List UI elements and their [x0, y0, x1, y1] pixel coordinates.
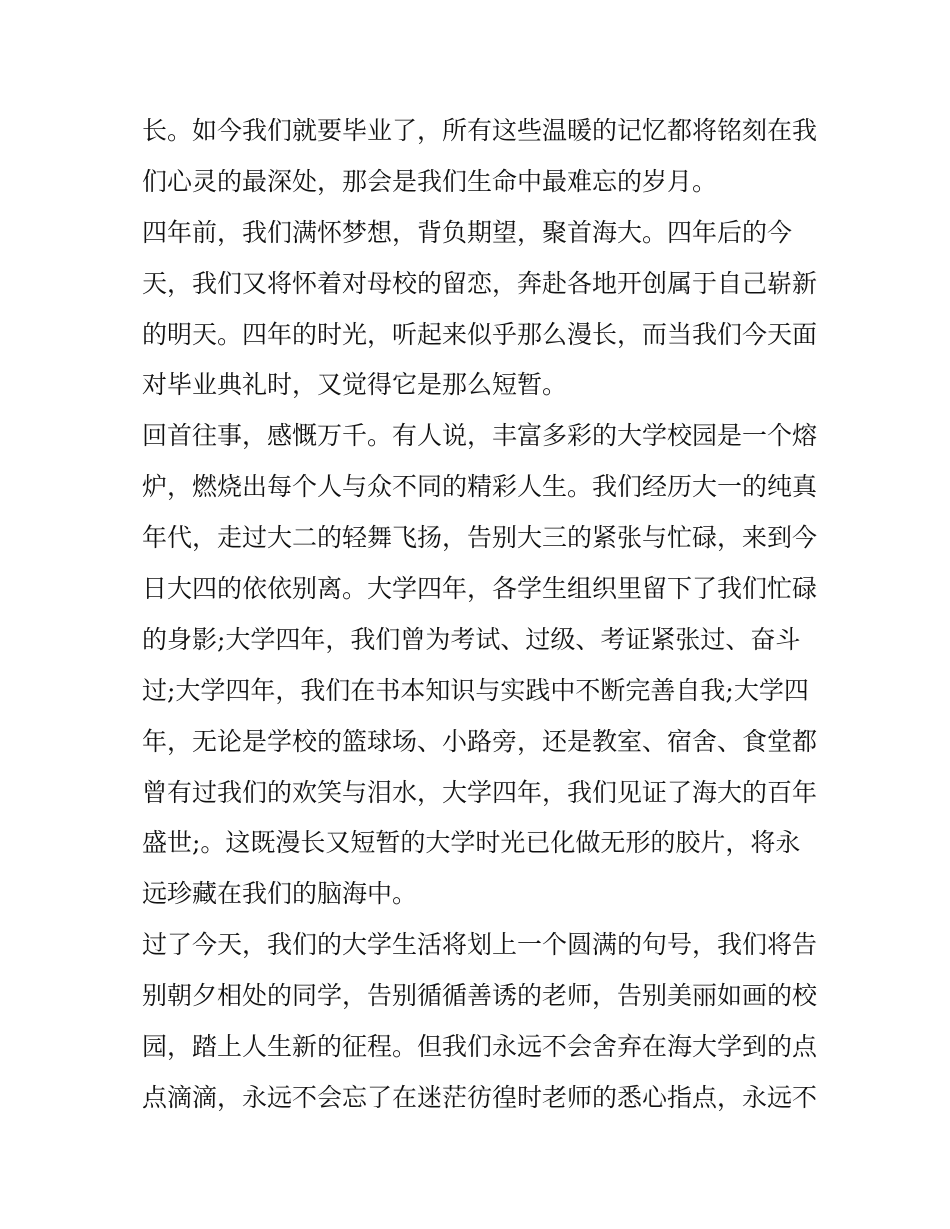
- text-line: 的明天。四年的时光，听起来似乎那么漫长，而当我们今天面: [142, 319, 818, 349]
- text-line: 回首往事，感慨万千。有人说，丰富多彩的大学校园是一个熔: [142, 421, 818, 451]
- text-line: 过了今天，我们的大学生活将划上一个圆满的句号，我们将告: [142, 930, 818, 960]
- text-line: 天，我们又将怀着对母校的留恋，奔赴各地开创属于自己崭新: [142, 268, 818, 298]
- text-line: 年代，走过大二的轻舞飞扬，告别大三的紧张与忙碌，来到今: [142, 523, 818, 553]
- text-line: 曾有过我们的欢笑与泪水，大学四年，我们见证了海大的百年: [142, 777, 818, 807]
- text-line: 年，无论是学校的篮球场、小路旁，还是教室、宿舍、食堂都: [142, 726, 818, 756]
- text-line: 的身影;大学四年，我们曾为考试、过级、考证紧张过、奋斗: [142, 624, 801, 654]
- text-line: 四年前，我们满怀梦想，背负期望，聚首海大。四年后的今: [142, 217, 793, 247]
- text-line: 园，踏上人生新的征程。但我们永远不会舍弃在海大学到的点: [142, 1032, 818, 1062]
- text-line: 炉，燃烧出每个人与众不同的精彩人生。我们经历大一的纯真: [142, 472, 818, 502]
- text-line: 日大四的依依别离。大学四年，各学生组织里留下了我们忙碌: [142, 574, 818, 604]
- text-line: 别朝夕相处的同学，告别循循善诱的老师，告别美丽如画的校: [142, 981, 818, 1011]
- text-line: 远珍藏在我们的脑海中。: [142, 879, 418, 909]
- text-line: 盛世;。这既漫长又短暂的大学时光已化做无形的胶片，将永: [142, 828, 801, 858]
- document-body: [142, 106, 822, 1124]
- text-line: 们心灵的最深处，那会是我们生命中最难忘的岁月。: [142, 166, 718, 196]
- text-line: 长。如今我们就要毕业了，所有这些温暖的记忆都将铭刻在我: [142, 116, 818, 145]
- text-line: 点滴滴，永远不会忘了在迷茫彷徨时老师的悉心指点，永远不: [142, 1082, 818, 1112]
- text-line: 过;大学四年，我们在书本知识与实践中不断完善自我;大学四: [142, 675, 809, 705]
- text-line: 对毕业典礼时，又觉得它是那么短暂。: [142, 370, 568, 400]
